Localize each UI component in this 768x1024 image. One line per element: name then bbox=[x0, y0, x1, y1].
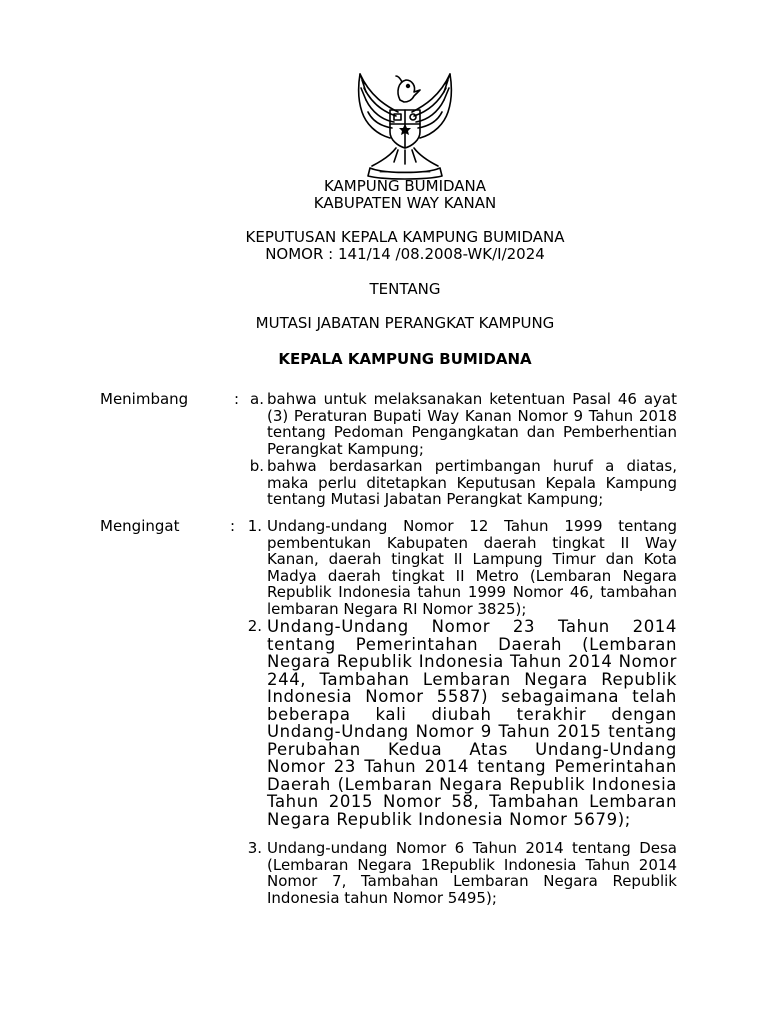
mengingat-item-1-text: Undang-undang Nomor 12 Tahun 1999 tentang pembentukan Kabupaten daerah tingkat II Way Kanan, daerah tingkat II Lampung Timur dan Kota Madya daerah tingkat II Metro (Lembaran Negara Republik Indonesia tahun 1999 Nomor 46, tambahan lembaran Negara RI Nomor 3825); bbox=[267, 517, 677, 618]
regency-name: KABUPATEN WAY KANAN bbox=[313, 194, 497, 212]
mengingat-item-1-marker: 1. bbox=[247, 517, 262, 535]
mengingat-item-2-text: Undang-Undang Nomor 23 Tahun 2014 tentang Pemerintahan Daerah (Lembaran Negara Republik Indonesia Tahun 2014 Nomor 244, Tambahan Lembaran Negara Republik Indonesia Nomor 5587) sebagaimana telah beberapa kali diubah terakhir dengan Undang-Undang Nomor 9 Tahun 2015 tentang Perubahan Kedua Atas Undang-Undang Nomor 23 Tahun 2014 tentang Pemerintahan Daerah (Lembaran Negara Republik Indonesia Tahun 2015 Nomor 58, Tambahan Lembaran Negara Republik Indonesia Nomor 5679); bbox=[267, 617, 677, 829]
decree-subject: MUTASI JABATAN PERANGKAT KAMPUNG bbox=[255, 314, 555, 332]
menimbang-item-b-marker: b. bbox=[249, 457, 264, 475]
mengingat-item-3-marker: 3. bbox=[247, 839, 262, 857]
village-name: KAMPUNG BUMIDANA bbox=[323, 177, 487, 195]
mengingat-item-2-marker: 2. bbox=[247, 617, 262, 635]
decree-number: NOMOR : 141/14 /08.2008-WK/I/2024 bbox=[265, 245, 545, 263]
decree-title: KEPUTUSAN KEPALA KAMPUNG BUMIDANA bbox=[245, 228, 565, 246]
mengingat-colon: : bbox=[230, 517, 236, 535]
menimbang-label: Menimbang bbox=[100, 390, 189, 408]
about-label: TENTANG bbox=[369, 280, 441, 298]
garuda-pancasila-emblem-icon bbox=[350, 66, 460, 182]
menimbang-item-a-text: bahwa untuk melaksanakan ketentuan Pasal 46 ayat (3) Peraturan Bupati Way Kanan Nomor 9 Tahun 2018 tentang Pedoman Pengangkatan dan Pemberhentian Perangkat Kampung; bbox=[267, 390, 677, 458]
issuing-authority: KEPALA KAMPUNG BUMIDANA bbox=[278, 350, 532, 368]
menimbang-colon: : bbox=[234, 390, 240, 408]
mengingat-item-3-text: Undang-undang Nomor 6 Tahun 2014 tentang Desa (Lembaran Negara 1Republik Indonesia Tahun 2014 Nomor 7, Tambahan Lembaran Negara Republik Indonesia tahun Nomor 5495); bbox=[267, 839, 677, 907]
mengingat-label: Mengingat bbox=[100, 517, 180, 535]
menimbang-item-b-text: bahwa berdasarkan pertimbangan huruf a diatas, maka perlu ditetapkan Keputusan Kepala Kampung tentang Mutasi Jabatan Perangkat Kampung; bbox=[267, 457, 677, 508]
menimbang-item-a-marker: a. bbox=[250, 390, 264, 408]
